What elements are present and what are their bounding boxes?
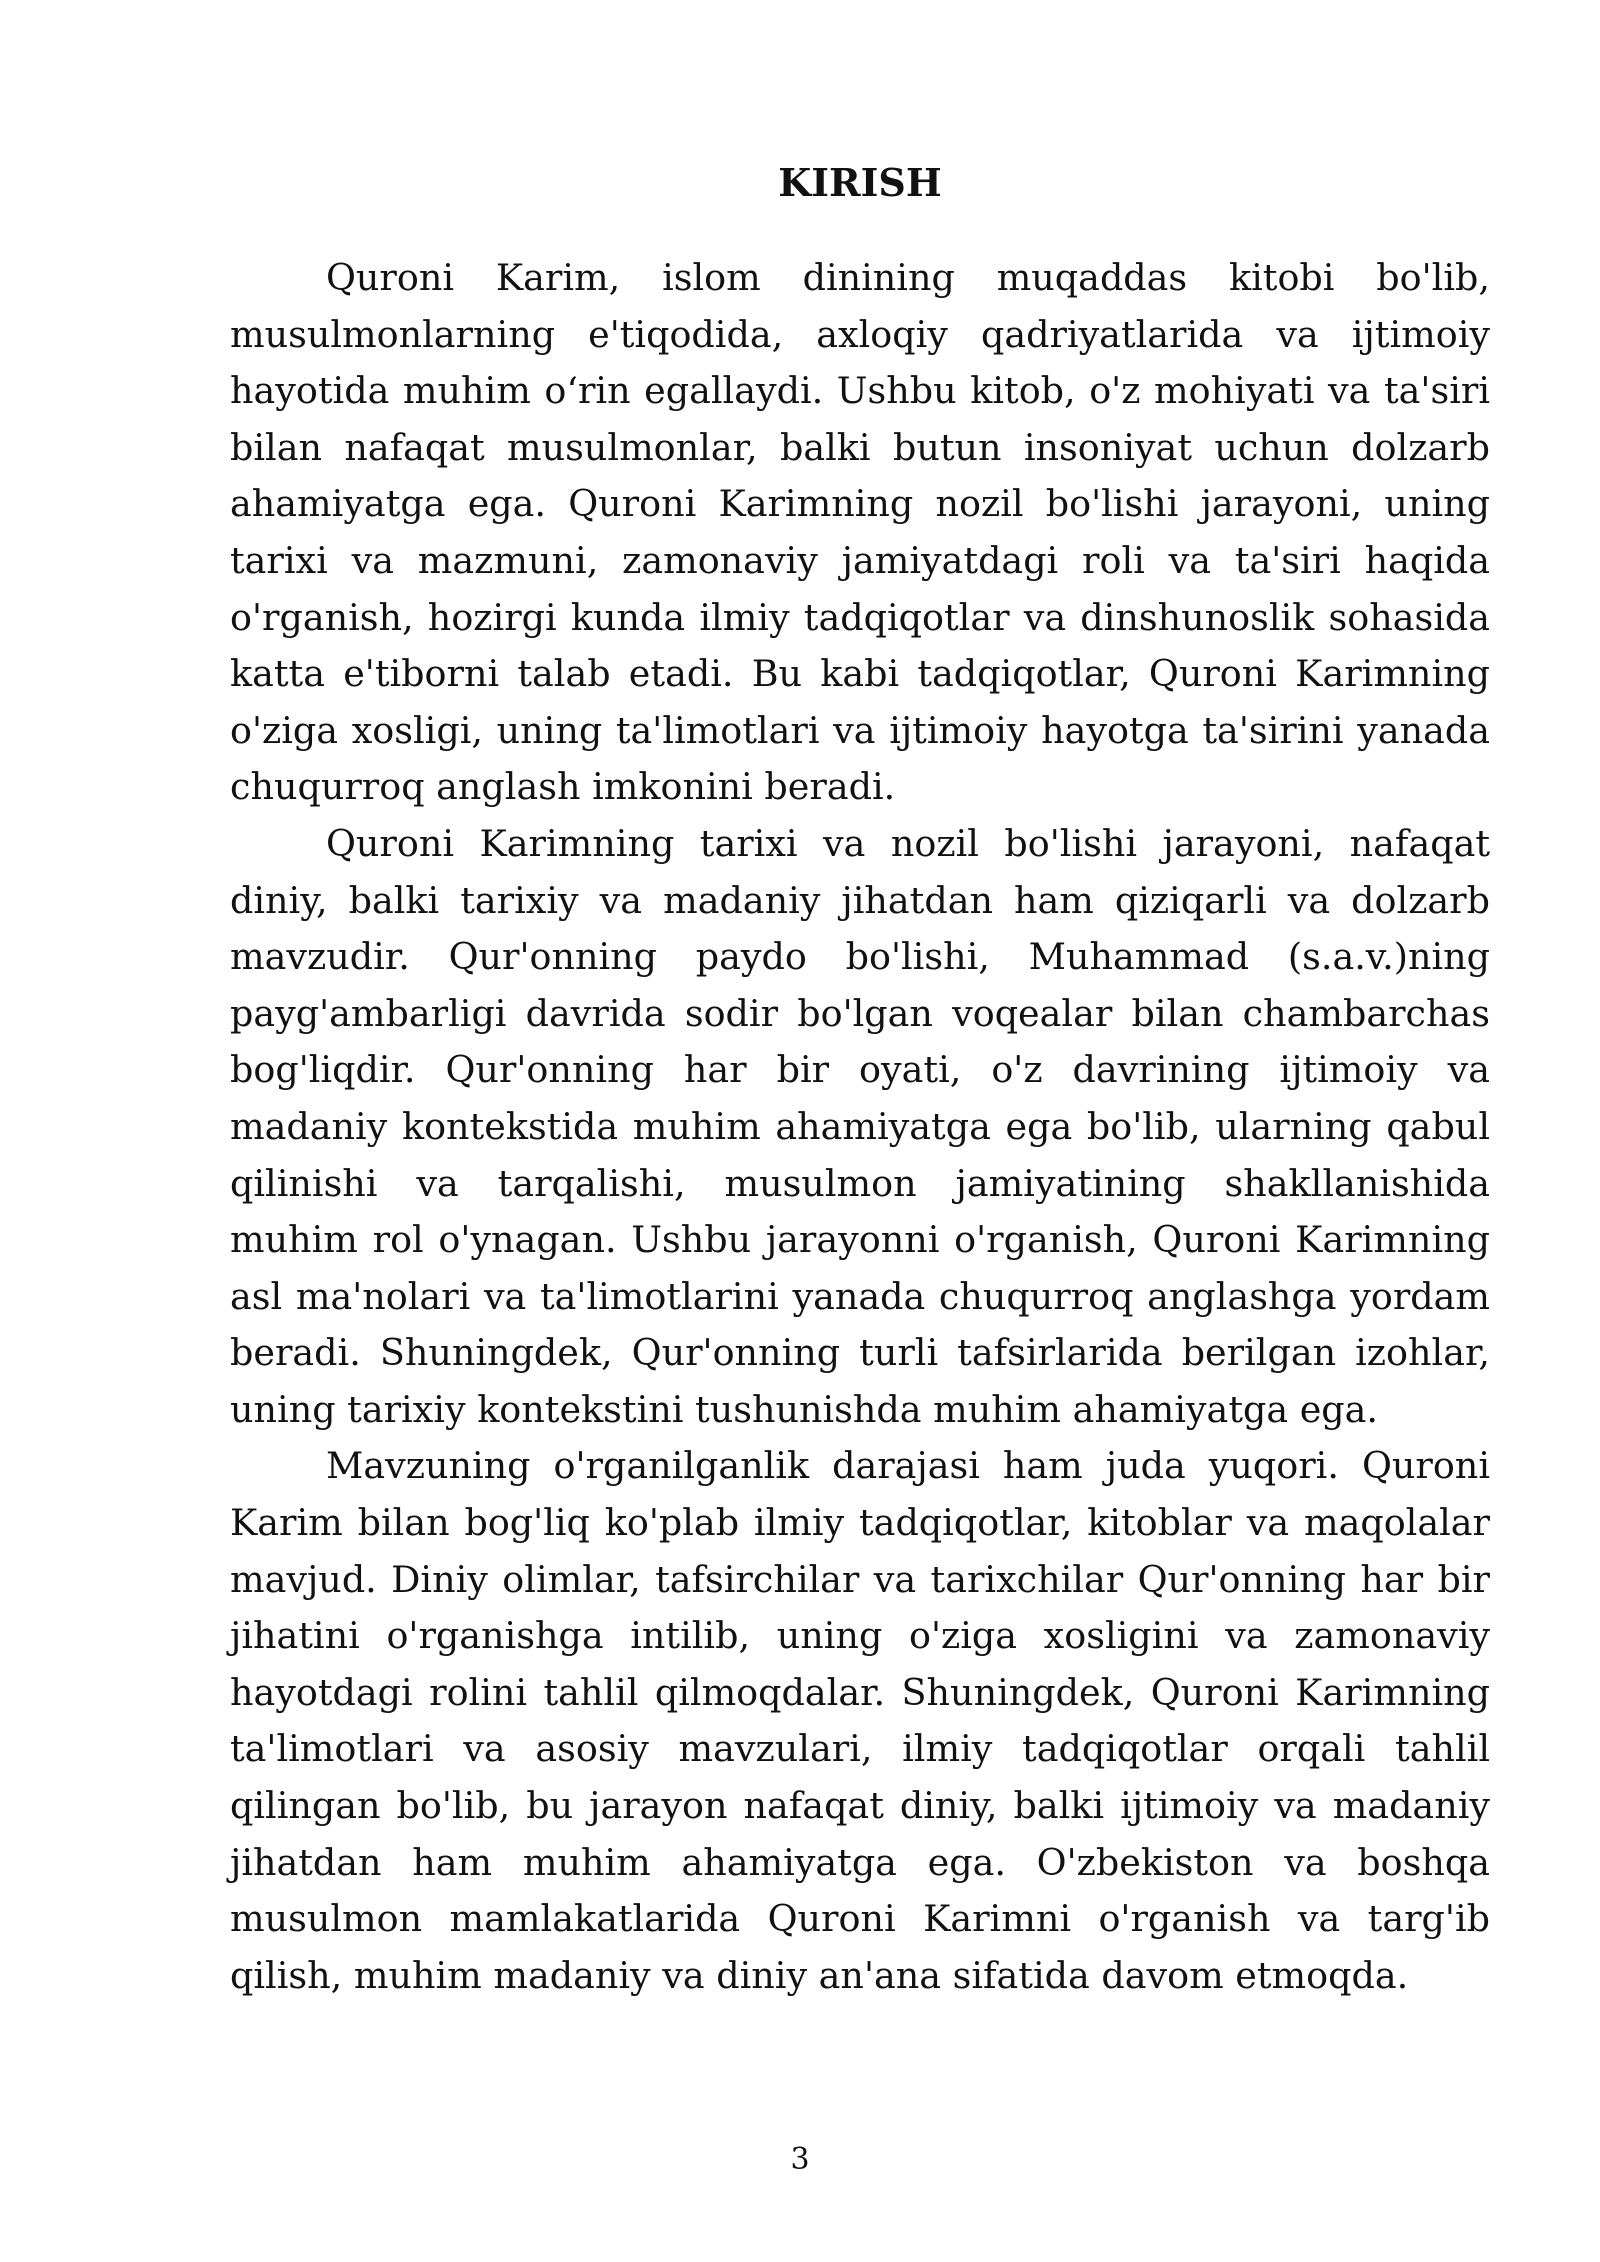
- page-title: KIRISH: [778, 160, 942, 205]
- paragraph-3: Mavzuning o'rganilganlik darajasi ham juda yuqori. Quroni Karim bilan bog'liq ko'plab ilmiy tadqiqotlar, kitoblar va maqolalar mavjud. Diniy olimlar, tafsirchilar va tarixchilar Qur'onning har bir jihatini o'rganishga intilib, uning o'ziga xosligini va zamonaviy hayotdagi rolini tahlil qilmoqdalar. Shuningdek, Quroni Karimning ta'limotlari va asosiy mavzulari, ilmiy tadqiqotlar orqali tahlil qilingan bo'lib, bu jarayon nafaqat diniy, balki ijtimoiy va madaniy jihatdan ham muhim ahamiyatga ega. O'zbekiston va boshqa musulmon mamlakatlarida Quroni Karimni o'rganish va targ'ib qilish, muhim madaniy va diniy an'ana sifatida davom etmoqda.: [230, 1444, 1490, 1997]
- paragraph-2: Quroni Karimning tarixi va nozil bo'lishi jarayoni, nafaqat diniy, balki tarixiy va madaniy jihatdan ham qiziqarli va dolzarb mavzudir. Qur'onning paydo bo'lishi, Muhammad (s.a.v.)ning payg'ambarligi davrida sodir bo'lgan voqealar bilan chambarchas bog'liqdir. Qur'onning har bir oyati, o'z davrining ijtimoiy va madaniy kontekstida muhim ahamiyatga ega bo'lib, ularning qabul qilinishi va tarqalishi, musulmon jamiyatining shakllanishida muhim rol o'ynagan. Ushbu jarayonni o'rganish, Quroni Karimning asl ma'nolari va ta'limotlarini yanada chuqurroq anglashga yordam beradi. Shuningdek, Qur'onning turli tafsirlarida berilgan izohlar, uning tarixiy kontekstini tushunishda muhim ahamiyatga ega.: [230, 821, 1490, 1431]
- body-text: [230, 250, 1490, 2004]
- page-number: 3: [790, 2142, 810, 2177]
- paragraph-1: Quroni Karim, islom dinining muqaddas kitobi bo'lib, musulmonlarning e'tiqodida, axloqiy qadriyatlarida va ijtimoiy hayotida muhim o‘rin egallaydi. Ushbu kitob, o'z mohiyati va ta'siri bilan nafaqat musulmonlar, balki butun insoniyat uchun dolzarb ahamiyatga ega. Quroni Karimning nozil bo'lishi jarayoni, uning tarixi va mazmuni, zamonaviy jamiyatdagi roli va ta'siri haqida o'rganish, hozirgi kunda ilmiy tadqiqotlar va dinshunoslik sohasida katta e'tiborni talab etadi. Bu kabi tadqiqotlar, Quroni Karimning o'ziga xosligi, uning ta'limotlari va ijtimoiy hayotga ta'sirini yanada chuqurroq anglash imkonini beradi.: [230, 256, 1490, 809]
